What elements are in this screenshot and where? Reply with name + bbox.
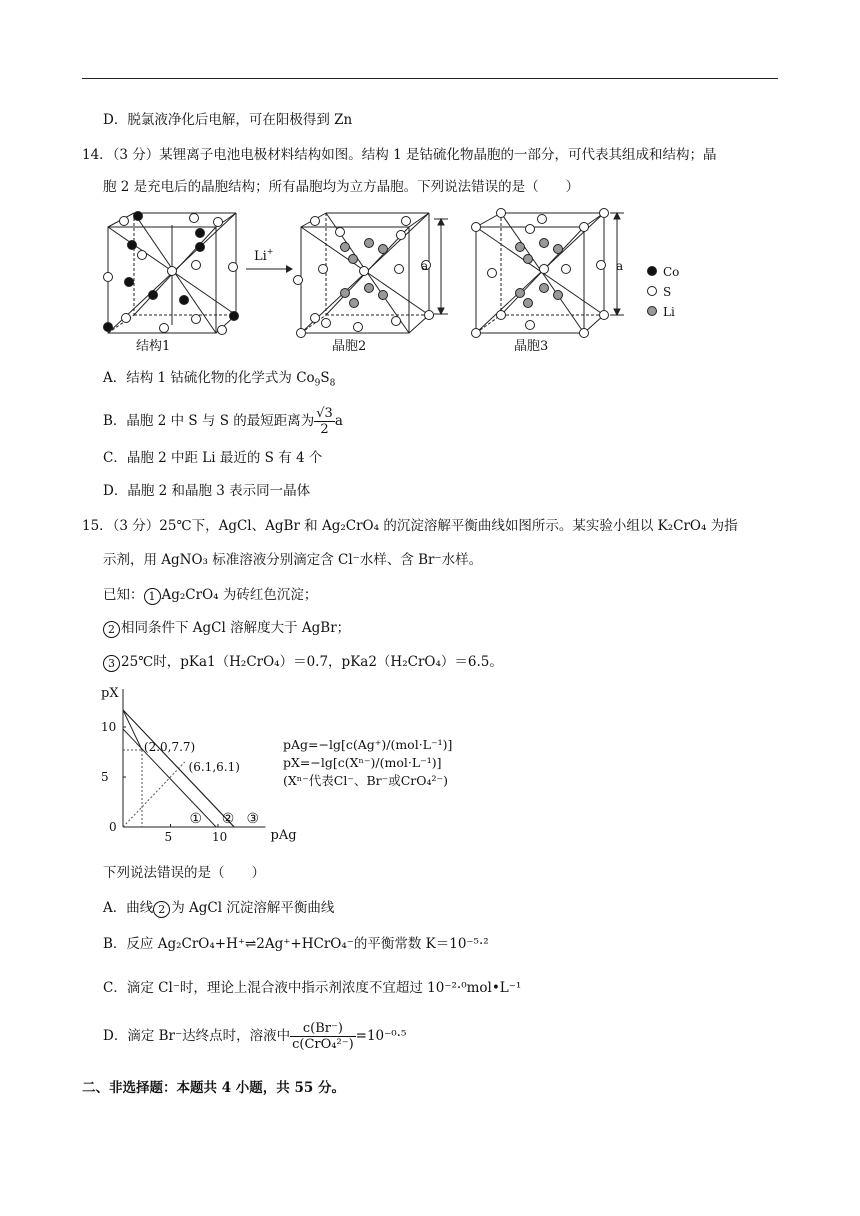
formula-line-3: (Xⁿ⁻代表Cl⁻、Br⁻或CrO₄²⁻) [283, 773, 448, 788]
formula-line-1: pAg=−lg[c(Ag⁺)/(mol·L⁻¹)] [283, 737, 453, 752]
y-tick-label: 5 [101, 770, 109, 784]
q15-stem-line2: 示剂，用 AgNO₃ 标准溶液分别滴定含 Cl⁻水样、含 Br⁻水样。 [103, 552, 483, 568]
dim-a-label-2: a [616, 259, 624, 273]
fraction-br-over-cro4: $\frac{c(Br^-)}{\text{c(CrO₄²⁻)}}$ [292, 1021, 354, 1052]
arrow-li-label: Li+ [254, 247, 274, 264]
x-axis-label: pAg [270, 828, 297, 843]
cell-2-atoms [294, 217, 434, 338]
charging-arrow [246, 265, 293, 273]
y-tick-label: 10 [101, 720, 117, 734]
fig-label-cell-2: 晶胞2 [332, 339, 367, 354]
q15-option-a: A．曲线 2 为 AgCl 沉淀溶解平衡曲线 [103, 900, 335, 916]
tick-label-origin: 0 [109, 820, 117, 834]
q15-known-3: 3 25℃时，pKa1（H₂CrO₄）＝0.7，pKa2（H₂CrO₄）＝6.5。 [103, 652, 503, 672]
q15-stem-line1: 15．（3 分）25℃下，AgCl、AgBr 和 Ag₂CrO₄ 的沉淀溶解平衡曲线如图所示。某实验小组以 K₂CrO₄ 为指 [82, 518, 738, 534]
q14-option-a: A．结构 1 钴硫化物的化学式为 $Co_9S_8$ [103, 370, 336, 389]
legend-li: Li [663, 305, 675, 319]
q14-stem-line1: 14．（3 分）某锂离子电池电极材料结构如图。结构 1 是钴硫化物晶胞的一部分，可代表其组成和结构；晶 [82, 147, 717, 163]
chart-labels [144, 740, 259, 827]
diagonal-guide [123, 762, 185, 827]
atom-legend [648, 265, 680, 319]
curve-3-segment [123, 710, 142, 750]
q13-option-d: D．脱氯液净化后电解，可在阳极得到 Zn [103, 112, 353, 128]
q15-option-d: D．滴定 Br⁻达终点时，溶液中 $\frac{c(Br^-)}{\text{c(CrO₄²⁻)}}$ =10⁻⁰·⁵ [103, 1021, 407, 1052]
page-top-rule [82, 78, 778, 79]
y-axis-label: pX [101, 686, 119, 701]
fig-label-structure-1: 结构1 [136, 339, 171, 354]
q15-known-1: 已知： 1 Ag₂CrO₄ 为砖红色沉淀； [103, 587, 318, 603]
section-heading: 二、非选择题：本题共 4 小题，共 55 分。 [82, 1080, 345, 1096]
q15-option-b: B．反应 Ag₂CrO₄+H⁺⇌2Ag⁺+HCrO₄⁻的平衡常数 K＝10⁻⁵·² [103, 936, 489, 952]
point-label-1: (2.0,7.7) [143, 740, 196, 754]
q15-option-c: C．滴定 Cl⁻时，理论上混合液中指示剂浓度不宜超过 10⁻²·⁰mol•L⁻¹ [103, 980, 522, 996]
q14-option-d: D．晶胞 2 和晶胞 3 表示同一晶体 [103, 483, 311, 499]
solubility-equilibrium-chart [95, 685, 525, 850]
q14-stem-line2: 胞 2 是充电后的晶胞结构；所有晶胞均为立方晶胞。下列说法错误的是（ ） [103, 179, 580, 195]
formula-line-2: pX=−lg[c(Xⁿ⁻)/(mol·L⁻¹)] [283, 755, 442, 770]
q15-question: 下列说法错误的是（ ） [103, 865, 265, 881]
q14-option-b: B．晶胞 2 中 S 与 S 的最短距离为 $\frac{√3}{2}$ a [103, 406, 343, 437]
q15-known-2: 2 相同条件下 AgCl 溶解度大于 AgBr； [103, 618, 350, 638]
dimension-a-cell-2 [434, 219, 448, 314]
x-tick-label: 10 [212, 830, 228, 844]
legend-co: Co [663, 265, 680, 279]
x-tick-label: 5 [164, 830, 173, 844]
crystal-structure-figure [96, 205, 696, 365]
fraction-sqrt3-over-2: $\frac{√3}{2}$ [316, 406, 333, 437]
point-label-2: (6.1,6.1) [188, 760, 240, 774]
dim-a-label-1: a [421, 259, 429, 273]
curve-label-3: ③ [246, 811, 260, 827]
q14-option-c: C．晶胞 2 中距 Li 最近的 S 有 4 个 [103, 450, 323, 466]
chart-formula-legend [283, 737, 452, 788]
curve-label-1: ① [189, 811, 203, 827]
curve-label-2: ② [221, 811, 235, 827]
legend-s: S [663, 285, 672, 299]
fig-label-cell-3: 晶胞3 [514, 339, 549, 354]
